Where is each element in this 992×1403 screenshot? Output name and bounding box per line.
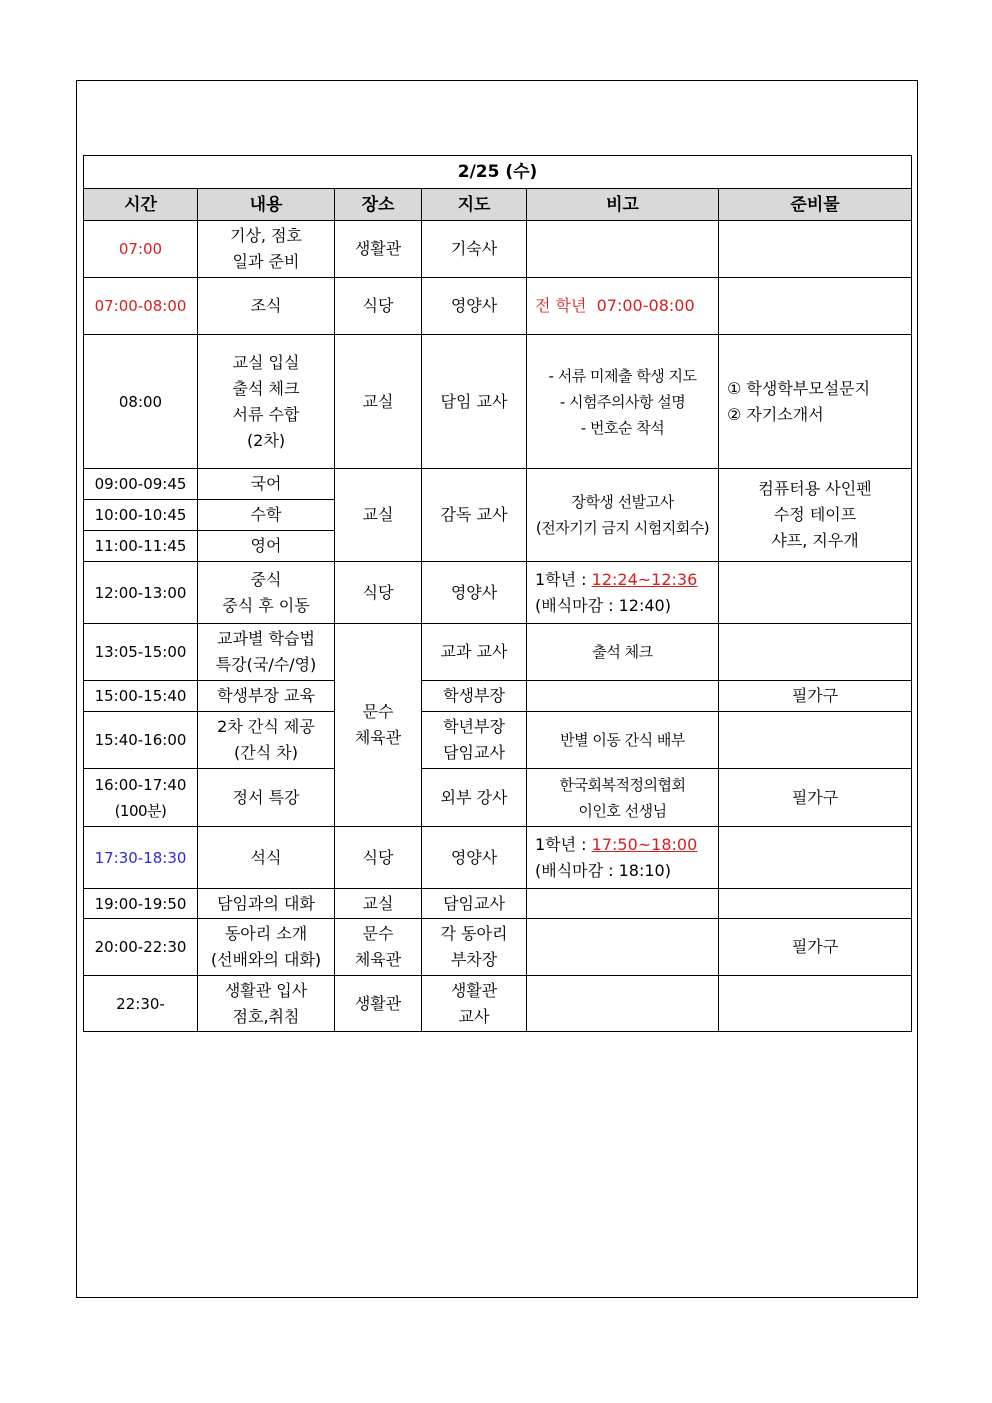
place-cell: 식당 — [335, 278, 422, 335]
content-cell: 수학 — [198, 500, 335, 531]
note-line: 장학생 선발고사 — [571, 493, 674, 511]
note-cell — [527, 769, 719, 827]
schedule-table — [83, 155, 912, 1032]
header-guide: 지도 — [422, 189, 527, 221]
note-line: (배식마감 : 12:40) — [535, 595, 671, 615]
note-cell — [527, 889, 719, 919]
table-row — [84, 335, 912, 469]
supplies-cell — [719, 469, 912, 562]
supplies-cell — [719, 827, 912, 889]
note-cell — [527, 335, 719, 469]
time-cell: 07:00 — [84, 221, 198, 278]
guide-cell: 감독 교사 — [422, 469, 527, 562]
supplies-line: ② 자기소개서 — [727, 404, 824, 424]
guide-cell — [422, 919, 527, 976]
place-cell: 교실 — [335, 335, 422, 469]
header-supplies: 준비물 — [719, 189, 912, 221]
guide-cell: 영양사 — [422, 278, 527, 335]
lunch-time: 12:24~12:36 — [591, 569, 698, 589]
content-cell: 학생부장 교육 — [198, 681, 335, 712]
table-row — [84, 976, 912, 1032]
table-row — [84, 681, 912, 712]
place-cell: 생활관 — [335, 221, 422, 278]
guide-line: 학년부장 — [443, 717, 505, 736]
content-cell: 담임과의 대화 — [198, 889, 335, 919]
supplies-cell — [719, 335, 912, 469]
guide-line: 교사 — [458, 1006, 490, 1026]
content-line: 교실 입실 — [232, 352, 300, 372]
note-cell — [527, 919, 719, 976]
dinner-time: 17:50~18:00 — [591, 834, 698, 854]
table-row — [84, 221, 912, 278]
guide-cell: 영양사 — [422, 562, 527, 624]
note-line — [535, 832, 714, 858]
guide-line: 각 동아리 — [440, 924, 508, 943]
content-line: 교과별 학습법 — [217, 629, 315, 648]
note-cell: 출석 체크 — [527, 624, 719, 681]
time-cell: 11:00-11:45 — [84, 531, 198, 562]
time-cell — [84, 769, 198, 827]
table-row — [84, 712, 912, 769]
supplies-cell — [719, 712, 912, 769]
content-cell — [198, 712, 335, 769]
table-row — [84, 769, 912, 827]
supplies-line: 수정 테이프 — [773, 505, 857, 524]
time-cell: 08:00 — [84, 335, 198, 469]
guide-cell: 담임 교사 — [422, 335, 527, 469]
note-cell — [527, 562, 719, 624]
guide-cell — [422, 976, 527, 1032]
content-cell — [198, 919, 335, 976]
supplies-cell: 필가구 — [719, 681, 912, 712]
table-row — [84, 889, 912, 919]
guide-cell: 학생부장 — [422, 681, 527, 712]
supplies-cell — [719, 889, 912, 919]
note-line: (전자기기 금지 시험지회수) — [535, 519, 710, 537]
note-line: - 서류 미제출 학생 지도 — [548, 366, 697, 385]
place-cell: 식당 — [335, 827, 422, 889]
place-cell — [335, 624, 422, 827]
note-cell — [527, 827, 719, 889]
supplies-cell — [719, 562, 912, 624]
time-line: (100분) — [114, 801, 167, 820]
content-line: 생활관 입사 — [224, 980, 308, 1000]
content-line: (선배와의 대화) — [210, 950, 322, 969]
supplies-cell — [719, 976, 912, 1032]
time-cell: 15:00-15:40 — [84, 681, 198, 712]
time-cell: 07:00-08:00 — [84, 278, 198, 335]
note-line: 한국회복적정의협회 — [559, 775, 686, 794]
content-line: 서류 수합 — [232, 404, 300, 424]
time-cell: 10:00-10:45 — [84, 500, 198, 531]
table-row — [84, 562, 912, 624]
table-row — [84, 278, 912, 335]
supplies-cell: 필가구 — [719, 919, 912, 976]
time-cell: 12:00-13:00 — [84, 562, 198, 624]
time-cell: 15:40-16:00 — [84, 712, 198, 769]
time-cell: 13:05-15:00 — [84, 624, 198, 681]
note-line: - 번호순 착석 — [580, 418, 665, 437]
content-line: 중식 후 이동 — [222, 595, 310, 615]
content-line: (2차) — [246, 430, 286, 450]
content-line: 동아리 소개 — [224, 924, 308, 943]
header-row — [84, 189, 912, 221]
content-line: 점호,취침 — [232, 1006, 300, 1026]
table-row — [84, 919, 912, 976]
supplies-cell — [719, 221, 912, 278]
header-content: 내용 — [198, 189, 335, 221]
header-place: 장소 — [335, 189, 422, 221]
place-line: 체육관 — [354, 950, 402, 969]
place-line: 체육관 — [354, 728, 402, 747]
place-cell: 식당 — [335, 562, 422, 624]
table-row — [84, 624, 912, 681]
content-cell: 정서 특강 — [198, 769, 335, 827]
table-row — [84, 827, 912, 889]
time-cell: 20:00-22:30 — [84, 919, 198, 976]
content-cell — [198, 562, 335, 624]
supplies-line: ① 학생학부모설문지 — [727, 378, 871, 398]
place-line: 문수 — [362, 924, 394, 943]
table-row — [84, 469, 912, 500]
guide-cell: 영양사 — [422, 827, 527, 889]
place-cell — [335, 919, 422, 976]
place-cell: 생활관 — [335, 976, 422, 1032]
content-cell — [198, 976, 335, 1032]
content-line: 출석 체크 — [232, 378, 300, 398]
note-line — [535, 567, 714, 593]
schedule-title: 2/25 (수) — [84, 156, 912, 189]
content-cell: 석식 — [198, 827, 335, 889]
supplies-cell: 필가구 — [719, 769, 912, 827]
guide-line: 담임교사 — [443, 743, 505, 762]
note-cell: 반별 이동 간식 배부 — [527, 712, 719, 769]
header-note: 비고 — [527, 189, 719, 221]
guide-line: 생활관 — [450, 980, 498, 1000]
guide-line: 부차장 — [450, 950, 498, 969]
place-cell: 교실 — [335, 469, 422, 562]
content-cell — [198, 335, 335, 469]
note-line: (배식마감 : 18:10) — [535, 860, 671, 880]
note-line: 이인호 선생님 — [578, 801, 667, 820]
time-cell: 22:30- — [84, 976, 198, 1032]
supplies-line: 샤프, 지우개 — [771, 531, 859, 550]
guide-cell: 기숙사 — [422, 221, 527, 278]
guide-cell: 교과 교사 — [422, 624, 527, 681]
supplies-cell — [719, 278, 912, 335]
time-cell: 17:30-18:30 — [84, 827, 198, 889]
time-line: 16:00-17:40 — [94, 775, 187, 794]
content-line: 특강(국/수/영) — [215, 655, 317, 674]
note-cell — [527, 976, 719, 1032]
title-row — [84, 156, 912, 189]
note-cell — [527, 681, 719, 712]
place-line: 문수 — [362, 702, 394, 721]
content-cell: 영어 — [198, 531, 335, 562]
time-cell: 09:00-09:45 — [84, 469, 198, 500]
note-cell — [527, 221, 719, 278]
content-cell: 국어 — [198, 469, 335, 500]
note-cell: 전 학년 07:00-08:00 — [527, 278, 719, 335]
content-line: 2차 간식 제공 — [217, 717, 315, 736]
guide-cell: 담임교사 — [422, 889, 527, 919]
supplies-line: 컴퓨터용 사인펜 — [758, 479, 872, 498]
header-time: 시간 — [84, 189, 198, 221]
content-line: 중식 — [250, 569, 282, 589]
content-line: 일과 준비 — [232, 252, 300, 271]
note-cell — [527, 469, 719, 562]
place-cell: 교실 — [335, 889, 422, 919]
content-line: (간식 차) — [234, 743, 298, 762]
supplies-cell — [719, 624, 912, 681]
guide-cell — [422, 712, 527, 769]
note-line: - 시험주의사항 설명 — [559, 392, 686, 411]
content-line: 기상, 점호 — [230, 226, 302, 245]
content-cell: 조식 — [198, 278, 335, 335]
time-cell: 19:00-19:50 — [84, 889, 198, 919]
guide-cell: 외부 강사 — [422, 769, 527, 827]
note-label: 1학년 : — [535, 569, 592, 589]
note-label: 1학년 : — [535, 834, 592, 854]
content-cell — [198, 624, 335, 681]
content-cell — [198, 221, 335, 278]
